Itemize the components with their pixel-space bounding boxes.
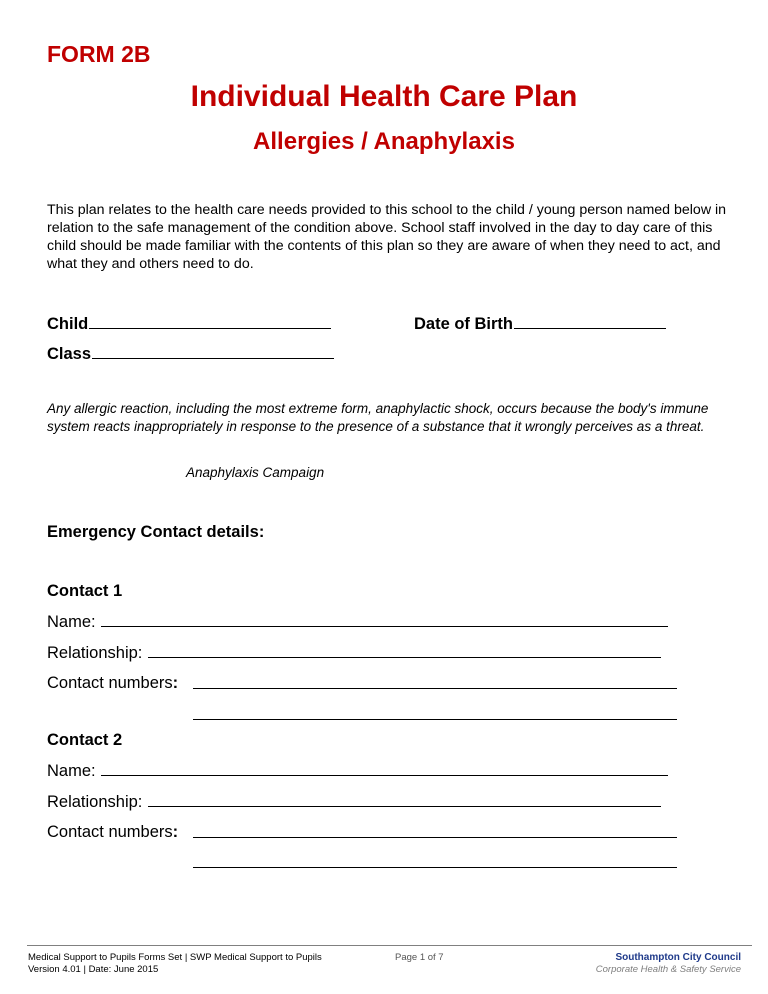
contact1-relationship-line[interactable]: [148, 643, 661, 658]
page-title: Individual Health Care Plan: [190, 80, 578, 113]
footer-version: Version 4.01 | Date: June 2015: [28, 964, 159, 975]
contact2-numbers-line-1[interactable]: [193, 837, 677, 838]
child-input-line[interactable]: [89, 314, 331, 329]
contact1-heading: Contact 1: [47, 582, 123, 600]
contact2-numbers-label: Contact numbers: [47, 823, 173, 841]
contact1-relationship-label: Relationship:: [47, 644, 143, 662]
contact2-numbers-line-2[interactable]: [193, 867, 677, 868]
intro-paragraph: This plan relates to the health care needs provided to this school to the child / young person named below in relation to the safe management of the condition above. School staff involved in the day to day care of this child should be made familiar with the contents of this plan so they are aware of when they need to act, and what they and others need to do.: [47, 202, 727, 272]
child-field[interactable]: [47, 314, 331, 334]
anaphylaxis-quote: Any allergic reaction, including the most extreme form, anaphylactic shock, occurs because the body's immune system reacts inappropriately in response to the presence of a substance that it wrongly perceives as a threat.: [47, 401, 709, 434]
contact2-name-label: Name:: [47, 762, 96, 780]
contact1-name-line[interactable]: [101, 612, 668, 627]
form-label: FORM 2B: [47, 41, 151, 67]
contact2-name-line[interactable]: [101, 761, 668, 776]
contact2-heading: Contact 2: [47, 731, 123, 749]
contact1-numbers-field[interactable]: [47, 674, 178, 693]
contact1-numbers-line-1[interactable]: [193, 688, 677, 689]
class-input-line[interactable]: [92, 344, 334, 359]
contact2-numbers-field[interactable]: [47, 823, 178, 842]
footer-divider: [27, 945, 752, 946]
footer-service: Corporate Health & Safety Service: [595, 964, 741, 975]
dob-input-line[interactable]: [514, 314, 666, 329]
footer-doc-set: Medical Support to Pupils Forms Set | SWP Medical Support to Pupils: [28, 952, 322, 963]
emergency-heading: Emergency Contact details:: [47, 523, 265, 541]
contact2-relationship-line[interactable]: [148, 792, 661, 807]
contact2-name-field[interactable]: [47, 761, 668, 781]
page-subtitle: Allergies / Anaphylaxis: [253, 128, 515, 155]
dob-label: Date of Birth: [414, 315, 513, 333]
class-label: Class: [47, 345, 92, 363]
quote-source: Anaphylaxis Campaign: [186, 465, 325, 480]
dob-field[interactable]: [414, 314, 666, 334]
contact1-numbers-colon: :: [172, 674, 179, 692]
contact2-relationship-label: Relationship:: [47, 793, 143, 811]
child-label: Child: [47, 315, 89, 333]
contact1-name-label: Name:: [47, 613, 96, 631]
footer-org: Southampton City Council: [615, 952, 741, 963]
contact2-numbers-colon: :: [172, 823, 179, 841]
contact2-relationship-field[interactable]: [47, 792, 661, 812]
contact1-numbers-label: Contact numbers: [47, 674, 173, 692]
contact1-relationship-field[interactable]: [47, 643, 661, 663]
contact1-name-field[interactable]: [47, 612, 668, 632]
contact1-numbers-line-2[interactable]: [193, 719, 677, 720]
class-field[interactable]: [47, 344, 334, 364]
footer-page-number: Page 1 of 7: [395, 952, 444, 963]
